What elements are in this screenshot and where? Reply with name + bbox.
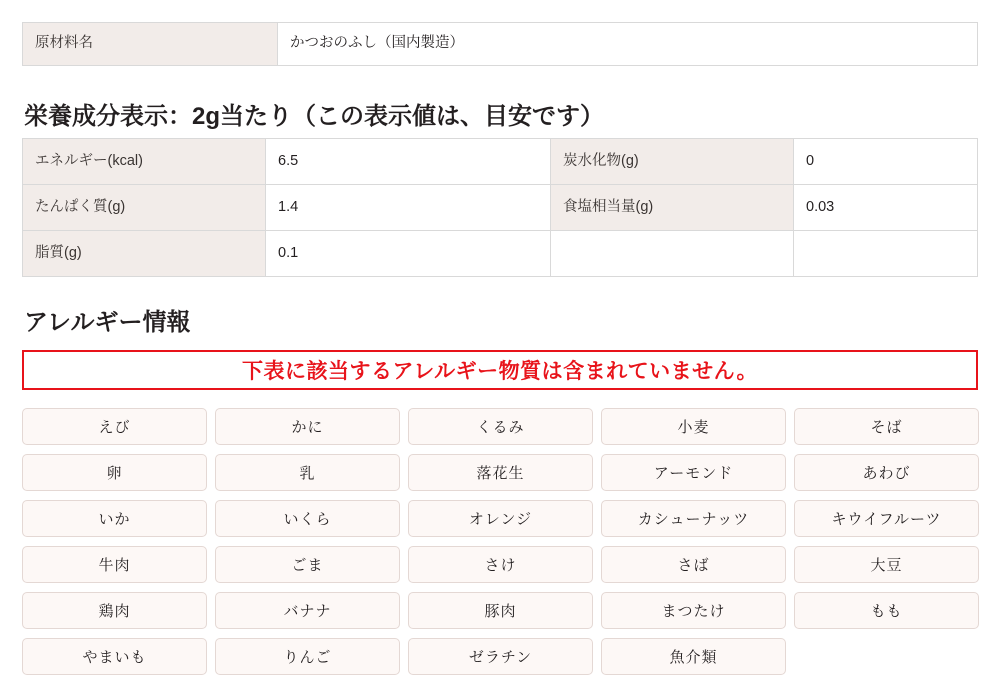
allergen-item-label: いか xyxy=(98,511,131,528)
nutrition-value-empty xyxy=(794,231,978,277)
allergen-item xyxy=(794,408,979,445)
allergen-item-label: もも xyxy=(870,603,903,620)
allergen-grid xyxy=(22,408,980,675)
allergen-item-label: さば xyxy=(677,557,710,574)
allergen-item xyxy=(22,592,207,629)
allergen-item xyxy=(601,408,786,445)
allergen-item-label: カシューナッツ xyxy=(637,511,750,528)
allergen-item xyxy=(794,546,979,583)
allergen-item xyxy=(408,454,593,491)
allergen-item-label: アーモンド xyxy=(653,465,734,482)
nutrition-label-empty xyxy=(551,231,794,277)
nutrition-value: 0.03 xyxy=(794,185,978,231)
allergen-item xyxy=(215,500,400,537)
allergy-notice-box xyxy=(22,350,978,390)
allergen-item xyxy=(408,546,593,583)
allergen-item-label: まつたけ xyxy=(661,603,726,620)
table-row xyxy=(23,23,978,66)
allergen-item xyxy=(215,408,400,445)
ingredients-section xyxy=(22,22,978,66)
allergen-item xyxy=(22,408,207,445)
allergen-item-label: りんご xyxy=(283,649,332,666)
allergen-item xyxy=(408,638,593,675)
nutrition-heading: 栄養成分表示：2g当たり（この表示値は、目安です） xyxy=(24,103,605,130)
nutrition-label: 食塩相当量(g) xyxy=(551,185,794,231)
allergen-item-label: いくら xyxy=(283,511,332,528)
allergen-item xyxy=(408,592,593,629)
allergen-item-label: かに xyxy=(291,419,324,436)
allergen-item-placeholder xyxy=(794,638,979,675)
allergen-item xyxy=(794,454,979,491)
allergen-item-label: 小麦 xyxy=(677,419,710,436)
allergen-item-label: 卵 xyxy=(106,465,123,482)
allergen-item xyxy=(408,500,593,537)
allergen-item xyxy=(408,408,593,445)
allergy-heading: アレルギー情報 xyxy=(24,309,191,336)
allergen-item xyxy=(215,546,400,583)
ingredients-value: かつおのふし（国内製造） xyxy=(278,23,978,66)
nutrition-label: たんぱく質(g) xyxy=(23,185,266,231)
allergen-item xyxy=(22,638,207,675)
allergen-item-label: 魚介類 xyxy=(669,649,718,666)
allergen-item-label: バナナ xyxy=(283,603,332,620)
allergen-item-label: 鶏肉 xyxy=(98,603,131,620)
allergen-item-label: くるみ xyxy=(476,419,525,436)
allergen-item xyxy=(601,546,786,583)
table-row xyxy=(23,231,978,277)
allergen-item-label: えび xyxy=(98,419,131,436)
ingredients-table xyxy=(22,22,978,66)
nutrition-label: エネルギー(kcal) xyxy=(23,139,266,185)
allergen-item-label: やまいも xyxy=(82,649,147,666)
allergen-item-label: 大豆 xyxy=(870,557,903,574)
allergen-item xyxy=(794,500,979,537)
nutrition-value: 6.5 xyxy=(266,139,551,185)
allergen-item-label: 乳 xyxy=(299,465,316,482)
allergen-item-label: さけ xyxy=(484,557,517,574)
nutrition-value: 0 xyxy=(794,139,978,185)
allergen-item xyxy=(601,638,786,675)
nutrition-section xyxy=(22,138,978,277)
nutrition-value: 0.1 xyxy=(266,231,551,277)
allergen-item xyxy=(794,592,979,629)
allergen-item xyxy=(215,638,400,675)
allergy-notice-text: 下表に該当するアレルギー物質は含まれていません。 xyxy=(242,360,758,383)
allergen-item-label: ごま xyxy=(291,557,324,574)
allergen-item-label: そば xyxy=(870,419,903,436)
allergen-item xyxy=(215,592,400,629)
allergen-item-label: 豚肉 xyxy=(484,603,517,620)
nutrition-table xyxy=(22,138,978,277)
allergen-item xyxy=(601,500,786,537)
table-row xyxy=(23,185,978,231)
allergen-item-label: 落花生 xyxy=(476,465,525,482)
allergen-item xyxy=(22,546,207,583)
nutrition-label: 脂質(g) xyxy=(23,231,266,277)
table-row xyxy=(23,139,978,185)
nutrition-label: 炭水化物(g) xyxy=(551,139,794,185)
allergen-item xyxy=(22,500,207,537)
allergen-item xyxy=(22,454,207,491)
nutrition-value: 1.4 xyxy=(266,185,551,231)
allergen-item-label: キウイフルーツ xyxy=(831,511,942,528)
allergen-item-label: オレンジ xyxy=(468,511,533,528)
allergen-item xyxy=(601,592,786,629)
allergen-item-label: 牛肉 xyxy=(98,557,131,574)
allergen-item xyxy=(215,454,400,491)
ingredients-label: 原材料名 xyxy=(23,23,278,66)
allergen-item-label: ゼラチン xyxy=(468,649,533,666)
allergen-item-label: あわび xyxy=(862,465,911,482)
allergen-item xyxy=(601,454,786,491)
